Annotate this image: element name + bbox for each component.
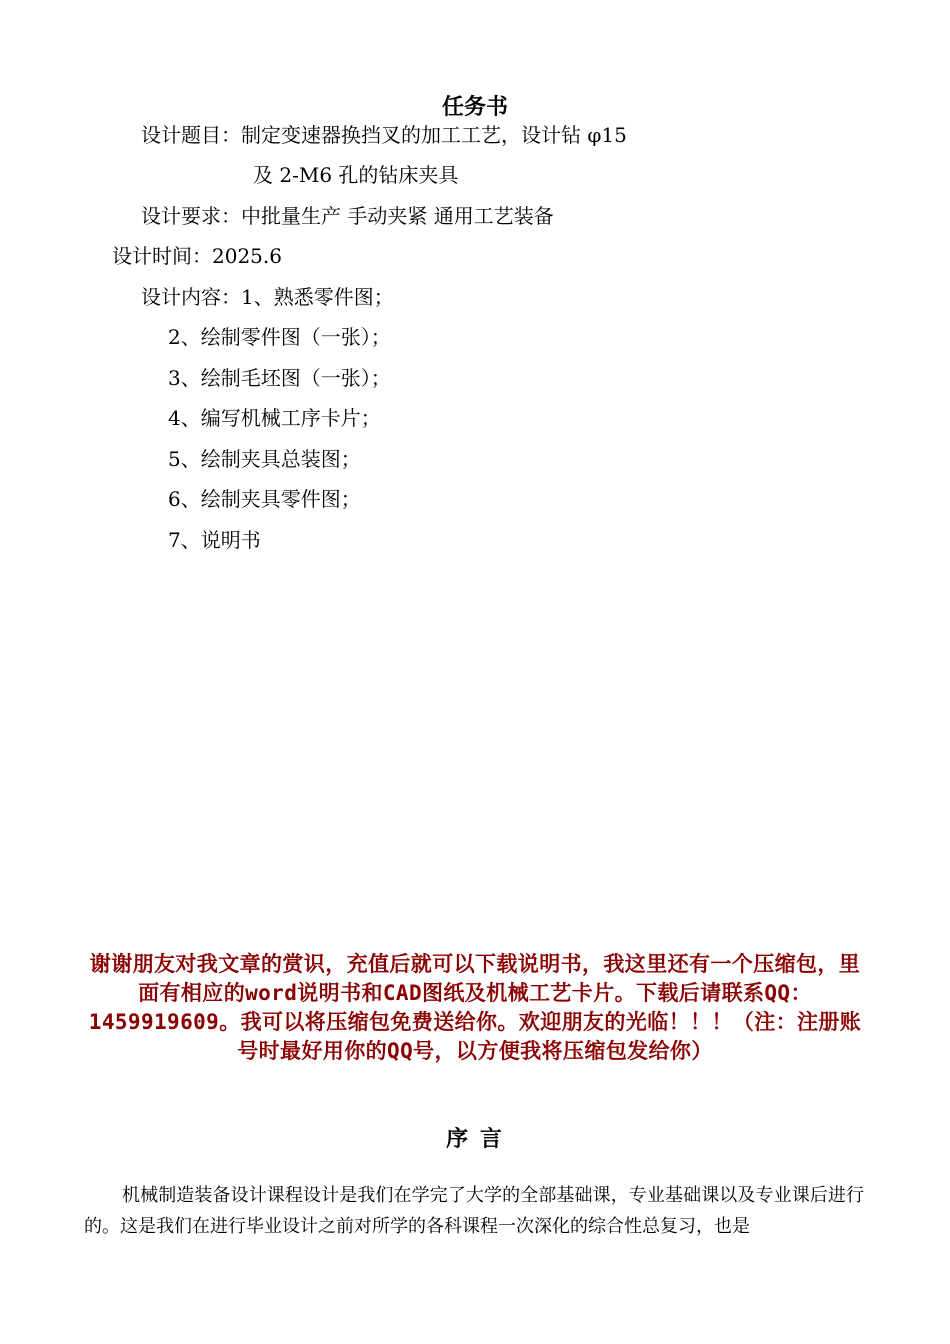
design-content-item-6: 6、绘制夹具零件图； <box>168 487 361 511</box>
task-book-title: 任务书 <box>441 94 508 120</box>
design-content-item-3: 3、绘制毛坯图（一张）； <box>168 366 391 390</box>
design-topic-line1: 设计题目：制定变速器换挡叉的加工工艺，设计钻 φ15 <box>141 123 627 147</box>
preface-title: 序 言 <box>446 1126 504 1152</box>
design-content-item-1: 设计内容：1、熟悉零件图； <box>141 285 394 309</box>
design-requirements: 设计要求：中批量生产 手动夹紧 通用工艺装备 <box>141 204 554 228</box>
download-notice: 谢谢朋友对我文章的赏识，充值后就可以下载说明书，我这里还有一个压缩包，里面有相应的word说明书和CAD图纸及机械工艺卡片。下载后请联系QQ：1459919609。我可以将压缩包免费送给你。欢迎朋友的光临！！！（注：注册账号时最好用你的QQ号，以方便我将压缩包发给你） <box>88 952 862 1063</box>
preface-body: 机械制造装备设计课程设计是我们在学完了大学的全部基础课，专业基础课以及专业课后进行的。这是我们在进行毕业设计之前对所学的各科课程一次深化的综合性总复习，也是 <box>84 1185 864 1237</box>
design-content-item-5: 5、绘制夹具总装图； <box>168 447 361 471</box>
design-content-item-7: 7、说明书 <box>168 528 261 552</box>
design-topic-line2: 及 2-M6 孔的钻床夹具 <box>253 163 459 187</box>
design-time: 设计时间：2025.6 <box>112 244 282 268</box>
design-content-item-2: 2、绘制零件图（一张）； <box>168 325 391 349</box>
design-content-item-4: 4、编写机械工序卡片； <box>168 406 381 430</box>
